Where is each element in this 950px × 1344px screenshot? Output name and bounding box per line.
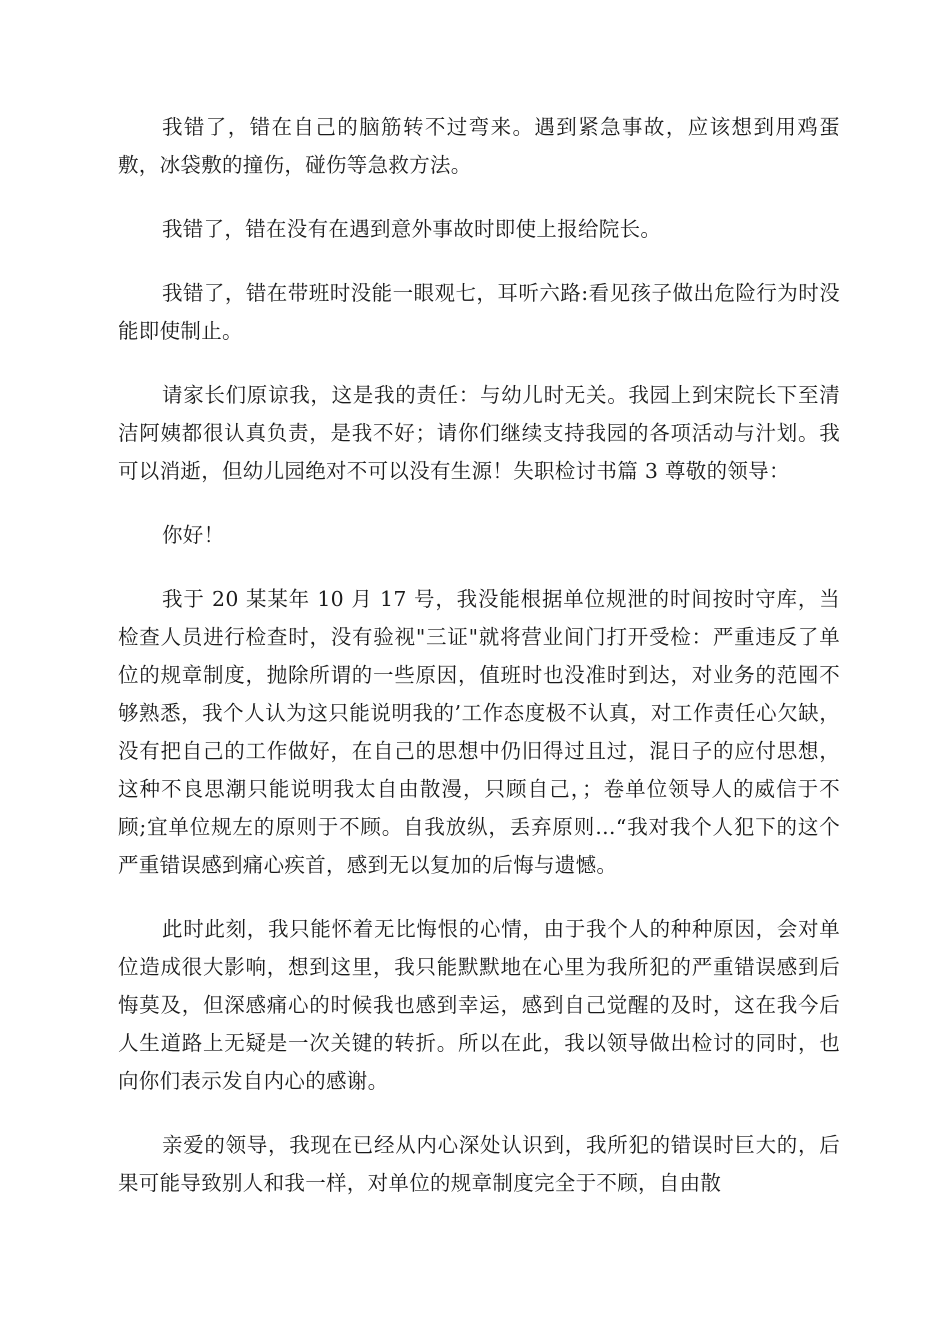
- paragraph-1: 我错了，错在自己的脑筋转不过弯来。遇到紧急事故，应该想到用鸡蛋敷，冰袋敷的撞伤，碰伤等急救方法。: [118, 115, 840, 177]
- paragraph-7: 此时此刻，我只能怀着无比悔恨的心情，由于我个人的种种原因，会对单位造成很大影响，想到这里，我只能默默地在心里为我所犯的严重错误感到后悔莫及，但深感痛心的时候我也感到幸运，感到自己觉醒的及时，这在我今后人生道路上无疑是一次关键的转折。所以在此，我以领导做出检讨的同时，也向你们表示发自内心的感谢。: [118, 917, 840, 1093]
- paragraph-3: 我错了，错在带班时没能一眼观七，耳听六路:看见孩子做出危险行为时没能即使制止。: [118, 281, 840, 343]
- paragraph-6: 我于 20 某某年 10 月 17 号，我没能根据单位规泄的时间按时守库，当检查人员进行检查时，没有验视"三证"就将营业间门打开受检：严重违反了单位的规章制度，抛除所谓的一些原因，值班时也没准时到达，对业务的范囤不够熟悉，我个人认为这只能说明我的’工作态度极不认真，对工作责任心欠缺，没有把自己的工作做好，在自己的思想中仍旧得过且过，混日子的应付思想，这种不良思潮只能说明我太自由散漫，只顾自己，；卷单位领导人的威信于不顾;宜单位规左的原则于不顾。自我放纵，丢弃原则…“我对我个人犯下的这个严重错误感到痛心疾首，感到无以复加的后悔与遗憾。: [118, 587, 840, 877]
- paragraph-greeting: 你好！: [162, 523, 225, 547]
- paragraph-8: 亲爱的领导，我现在已经从内心深处认识到，我所犯的错误时巨大的，后果可能导致别人和我一样，对单位的规章制度完全于不顾，自由散: [118, 1133, 840, 1195]
- paragraph-4: 请家长们原谅我，这是我的责任：与幼儿时无关。我园上到宋院长下至清洁阿姨都很认真负责，是我不好；请你们继续支持我园的各项活动与汁划。我可以消逝，但幼儿园绝对不可以没有生源！失职检讨书篇 3 尊敬的领导：: [118, 383, 840, 483]
- document-body: [118, 108, 840, 1228]
- paragraph-2: 我错了，错在没有在遇到意外事故时即使上报给院长。: [162, 217, 662, 241]
